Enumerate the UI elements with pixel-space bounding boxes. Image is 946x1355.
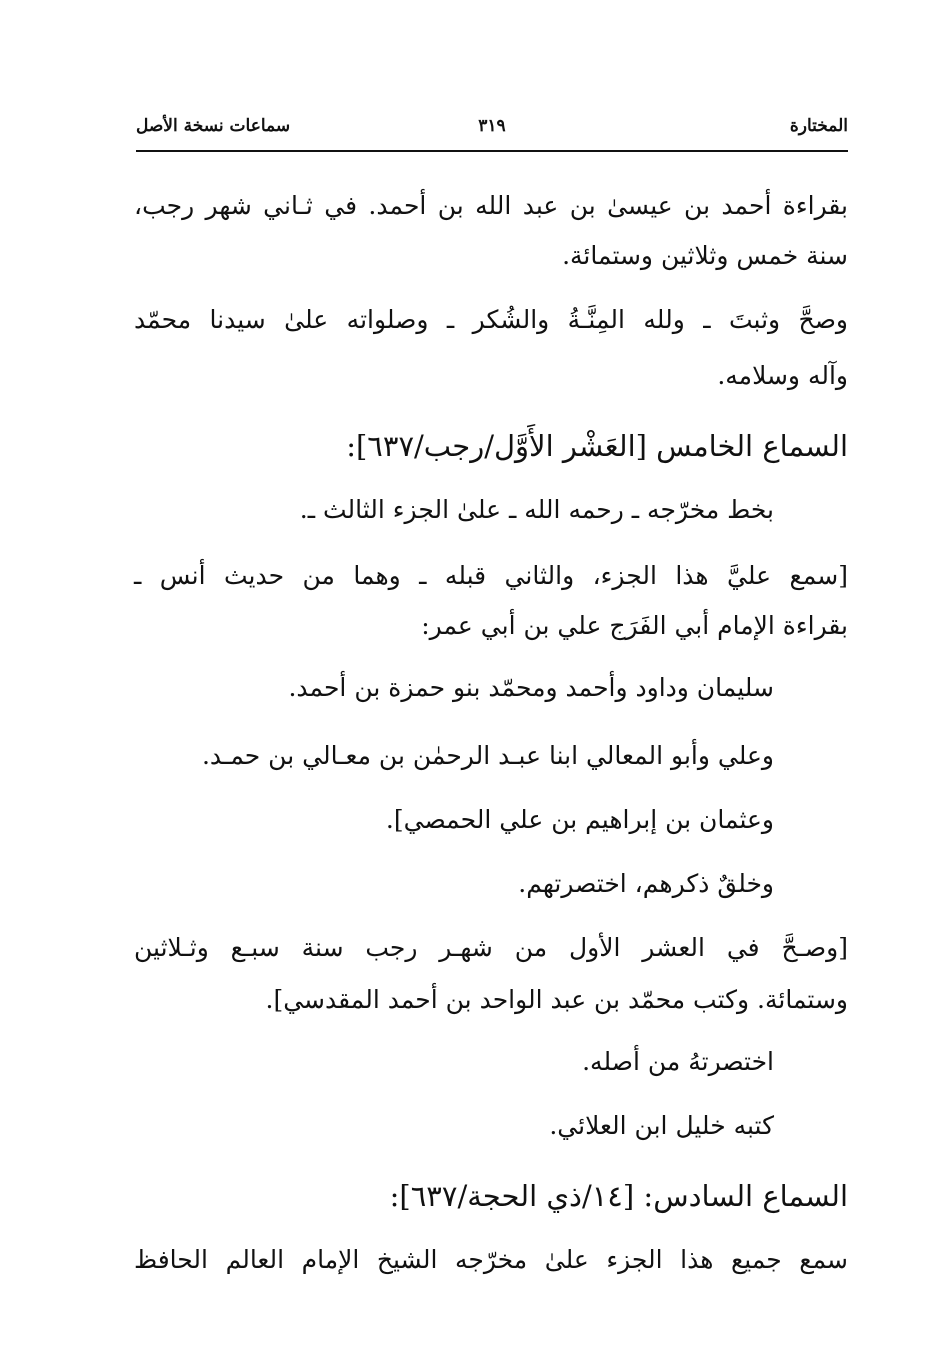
header-book-title: المختارة	[789, 116, 848, 136]
section-heading: السماع السادس: [١٤/ذي الحجة/٦٣٧]:	[389, 1179, 848, 1213]
text-line: بخط مخرّجه ـ رحمه الله ـ علىٰ الجزء الثالث ـ.	[299, 495, 774, 524]
text-line: [وصـحَّ في العشر الأول من شهـر رجب سنة سبـع وثـلاثين	[134, 933, 848, 962]
text-line: وخلقٌ ذكرهم، اختصرتهم.	[518, 869, 774, 898]
text-line: وآله وسلامه.	[717, 361, 848, 390]
text-line: بقراءة أحمد بن عيسىٰ بن عبد الله بن أحمد. في ثـاني شهر رجب،	[134, 191, 848, 220]
text-line: وعثمان بن إبراهيم بن علي الحمصي].	[385, 805, 774, 834]
page-number: ٣١٩	[478, 116, 506, 136]
text-line: سمع جميع هذا الجزء علىٰ مخرّجه الشيخ الإمام العالم الحافظ	[134, 1245, 848, 1274]
header-section-title: سماعات نسخة الأصل	[136, 116, 291, 136]
text-line: سنة خمس وثلاثين وستمائة.	[562, 241, 848, 270]
text-line: بقراءة الإمام أبي الفَرَج علي بن أبي عمر:	[421, 611, 848, 640]
text-line: كتبه خليل ابن العلائي.	[549, 1111, 774, 1140]
text-line: وستمائة. وكتب محمّد بن عبد الواحد بن أحمد المقدسي].	[265, 985, 848, 1014]
section-heading: السماع الخامس [العَشْر الأَوَّل/رجب/٦٣٧]:	[346, 429, 848, 463]
text-line: وعلي وأبو المعالي ابنا عبـد الرحمٰن بن معـالي بن حمـد.	[201, 741, 774, 770]
text-line: اختصرتهُ من أصله.	[582, 1047, 774, 1076]
text-line: سليمان وداود وأحمد ومحمّد بنو حمزة بن أحمد.	[288, 673, 774, 702]
text-line: [سمع عليَّ هذا الجزء، والثاني قبله ـ وهما من حديث أنس ـ	[134, 561, 848, 590]
running-header	[136, 110, 848, 152]
text-line: وصحَّ وثبتَ ـ ولله المِنَّـةُ والشُكر ـ وصلواته علىٰ سيدنا محمّد	[134, 305, 848, 334]
